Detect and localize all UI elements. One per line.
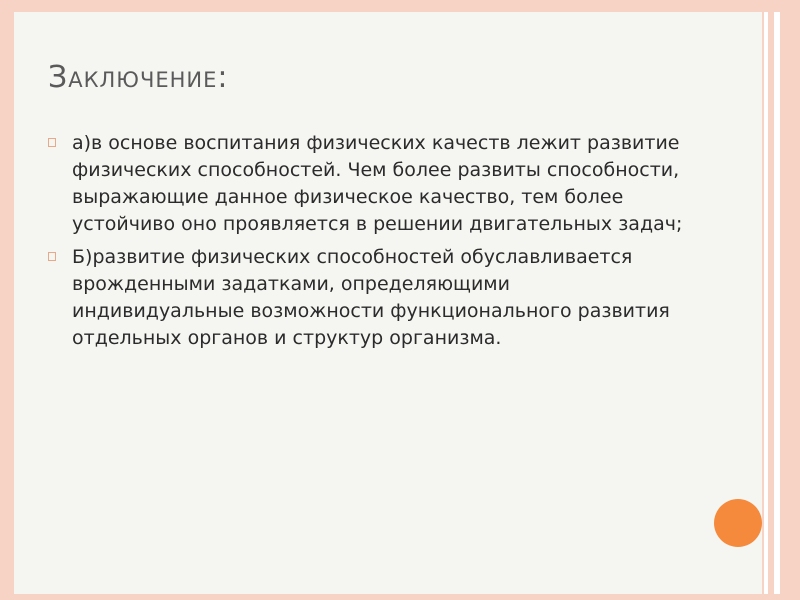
bullet-icon [48, 252, 56, 261]
frame-right-stripe [780, 0, 800, 600]
frame-bottom-border [0, 594, 800, 600]
bullet-text: Б)развитие физических способностей обуславливается врожденными задатками, определяющими индивидуальные возможности функционального развития отдельных органов и структур организма. [72, 246, 670, 349]
bullet-text: а)в основе воспитания физических качеств лежит развитие физических способностей. Чем более развиты способности, выражающие данное физическое качество, тем более устойчиво оно проявляется в решении двигательных задач; [72, 132, 683, 235]
frame-right-stripe [768, 0, 774, 600]
bullet-list [48, 130, 688, 358]
frame-right-stripe [762, 0, 764, 600]
list-item [48, 130, 688, 238]
decorative-circle-icon [714, 499, 762, 547]
frame-top-border [0, 0, 800, 12]
slide-title: Заключение: [48, 60, 229, 95]
frame-left-border [0, 0, 14, 600]
list-item [48, 244, 688, 352]
bullet-icon [48, 138, 56, 147]
